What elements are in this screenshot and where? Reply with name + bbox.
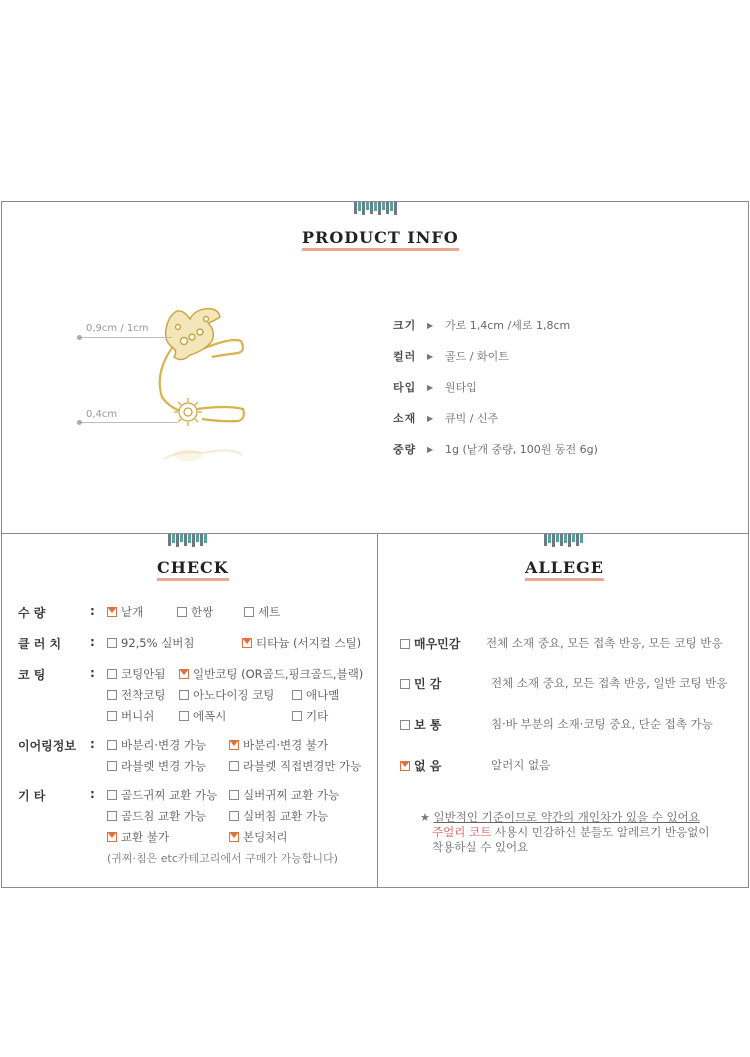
option-silver-pin[interactable]: 92,5% 실버침: [107, 635, 195, 651]
allege-value: 전체 소재 중요, 모든 접촉 반응, 모든 코팅 반응: [486, 636, 723, 650]
checkbox-icon: [107, 761, 117, 771]
checkbox-checked-icon: [107, 607, 117, 617]
spec-key: 크기: [393, 319, 417, 332]
option-gold-pin-exchange[interactable]: 골드침 교환 가능: [107, 808, 206, 824]
checkbox-icon: [292, 711, 302, 721]
checkbox-checked-icon: [229, 832, 239, 842]
checkbox-icon: [107, 740, 117, 750]
checkbox-icon: [179, 690, 189, 700]
allege-panel: [377, 533, 749, 888]
option-general-coating[interactable]: 일반코팅 (OR골드,핑크골드,블랙): [179, 666, 363, 682]
allege-key: 없 음: [414, 759, 442, 773]
allege-row-sensitive[interactable]: [400, 675, 441, 692]
checkbox-icon: [400, 639, 410, 649]
arrow-right-icon: ▶: [427, 320, 434, 330]
product-ring-image: [142, 297, 262, 477]
option-burnish[interactable]: 버니쉬: [107, 708, 154, 724]
colon: :: [90, 666, 95, 680]
dimension-label-top: 0,9cm / 1cm: [86, 323, 149, 334]
spec-value: 골드 / 화이트: [445, 350, 509, 363]
option-electro-coating[interactable]: 전착코팅: [107, 687, 165, 703]
option-set[interactable]: 세트: [244, 604, 280, 620]
checkbox-icon: [107, 638, 117, 648]
product-info-panel: [1, 201, 749, 534]
checkbox-icon: [244, 607, 254, 617]
allege-key: 민 감: [414, 677, 442, 691]
spec-row-weight: [393, 441, 598, 457]
option-bar-changeable[interactable]: 바분리·변경 가능: [107, 737, 206, 753]
colon: :: [90, 604, 95, 618]
allege-note: ★ 일반적인 기준이므로 약간의 개인차가 있을 수 있어요 주얼리 코트 사용시 민감하신 분들도 알레르기 반응없이 착용하실 수 있어요: [420, 810, 710, 854]
checkbox-checked-icon: [229, 740, 239, 750]
allege-row-none[interactable]: [400, 757, 441, 774]
allege-row-very-sensitive[interactable]: [400, 635, 460, 652]
option-single[interactable]: 낱개: [107, 604, 143, 620]
option-gold-clip-exchange[interactable]: 골드귀찌 교환 가능: [107, 787, 217, 803]
option-silver-pin-exchange[interactable]: 실버침 교환 가능: [229, 808, 328, 824]
spec-key: 타입: [393, 381, 417, 394]
allege-key: 매우민감: [414, 637, 461, 651]
dimension-line: [82, 422, 177, 423]
allege-row-normal[interactable]: [400, 716, 441, 733]
spec-row-size: [393, 317, 570, 333]
flower-charm: [174, 398, 202, 426]
checkbox-checked-icon: [107, 832, 117, 842]
checkbox-icon: [107, 690, 117, 700]
bird-charm: [166, 309, 220, 360]
spec-key: 컬러: [393, 350, 417, 363]
arrow-right-icon: ▶: [427, 382, 434, 392]
checkbox-icon: [229, 790, 239, 800]
checkbox-checked-icon: [179, 669, 189, 679]
option-bonding[interactable]: 본딩처리: [229, 829, 287, 845]
option-no-exchange[interactable]: 교환 불가: [107, 829, 169, 845]
allege-key: 보 통: [414, 718, 442, 732]
arrow-right-icon: ▶: [427, 351, 434, 361]
option-pair[interactable]: 한쌍: [177, 604, 213, 620]
spec-key: 중량: [393, 443, 417, 456]
checkbox-icon: [107, 811, 117, 821]
checkbox-checked-icon: [400, 761, 410, 771]
checkbox-icon: [229, 811, 239, 821]
allege-value: 전체 소재 중요, 모든 접촉 반응, 일반 코팅 반응: [491, 676, 728, 690]
checkbox-icon: [400, 720, 410, 730]
dimension-line: [82, 337, 172, 338]
checkbox-icon: [107, 711, 117, 721]
option-titanium[interactable]: 티타늄 (서지컬 스틸): [242, 635, 361, 651]
spec-key: 소재: [393, 412, 417, 425]
checkbox-checked-icon: [242, 638, 252, 648]
option-labret-changeable[interactable]: 라블렛 변경 가능: [107, 758, 206, 774]
spec-value: 큐빅 / 신주: [445, 412, 499, 425]
header-ornament: [168, 534, 207, 548]
header-ornament: [544, 534, 583, 548]
check-panel: [1, 533, 378, 888]
checkbox-icon: [400, 679, 410, 689]
star-icon: ★: [420, 811, 430, 824]
option-anodizing[interactable]: 아노다이징 코팅: [179, 687, 274, 703]
checkbox-icon: [292, 690, 302, 700]
checkbox-icon: [107, 790, 117, 800]
spec-value: 원타입: [445, 381, 477, 394]
check-key-etc: 기 타: [18, 789, 46, 803]
check-title: CHECK: [157, 559, 229, 581]
option-bar-fixed[interactable]: 바분리·변경 불가: [229, 737, 328, 753]
dimension-label-bottom: 0,4cm: [86, 409, 118, 420]
arrow-right-icon: ▶: [427, 413, 434, 423]
check-key-earring-info: 이어링정보: [18, 739, 76, 753]
spec-row-type: [393, 379, 477, 395]
spec-value: 1g (낱개 중량, 100원 동전 6g): [445, 443, 598, 456]
option-no-coating[interactable]: 코팅안됨: [107, 666, 165, 682]
option-enamel[interactable]: 애나멜: [292, 687, 339, 703]
colon: :: [90, 635, 95, 649]
check-key-coating: 코 팅: [18, 668, 46, 682]
allege-value: 침·바 부분의 소재·코팅 중요, 단순 접촉 가능: [491, 717, 713, 731]
checkbox-icon: [107, 669, 117, 679]
option-etc[interactable]: 기타: [292, 708, 328, 724]
check-key-quantity: 수 량: [18, 606, 46, 620]
option-epoxy[interactable]: 에폭시: [179, 708, 226, 724]
colon: :: [90, 787, 95, 801]
brand-name: 주얼리 코트: [432, 825, 492, 839]
allege-title: ALLEGE: [525, 559, 604, 581]
check-note: (귀찌·침은 etc카테고리에서 구매가 가능합니다): [107, 852, 338, 865]
spec-value: 가로 1,4cm /세로 1,8cm: [445, 319, 571, 332]
spec-row-color: [393, 348, 509, 364]
product-info-title: PRODUCT INFO: [302, 229, 459, 251]
arrow-right-icon: ▶: [427, 444, 434, 454]
option-silver-clip-exchange[interactable]: 실버귀찌 교환 가능: [229, 787, 339, 803]
checkbox-icon: [177, 607, 187, 617]
check-key-clutch: 클 러 치: [18, 637, 62, 651]
allege-value: 알러지 없음: [491, 758, 551, 772]
header-ornament: [354, 202, 397, 216]
spec-row-material: [393, 410, 498, 426]
checkbox-icon: [179, 711, 189, 721]
option-labret-direct[interactable]: 라블렛 직접변경만 가능: [229, 758, 361, 774]
checkbox-icon: [229, 761, 239, 771]
colon: :: [90, 737, 95, 751]
